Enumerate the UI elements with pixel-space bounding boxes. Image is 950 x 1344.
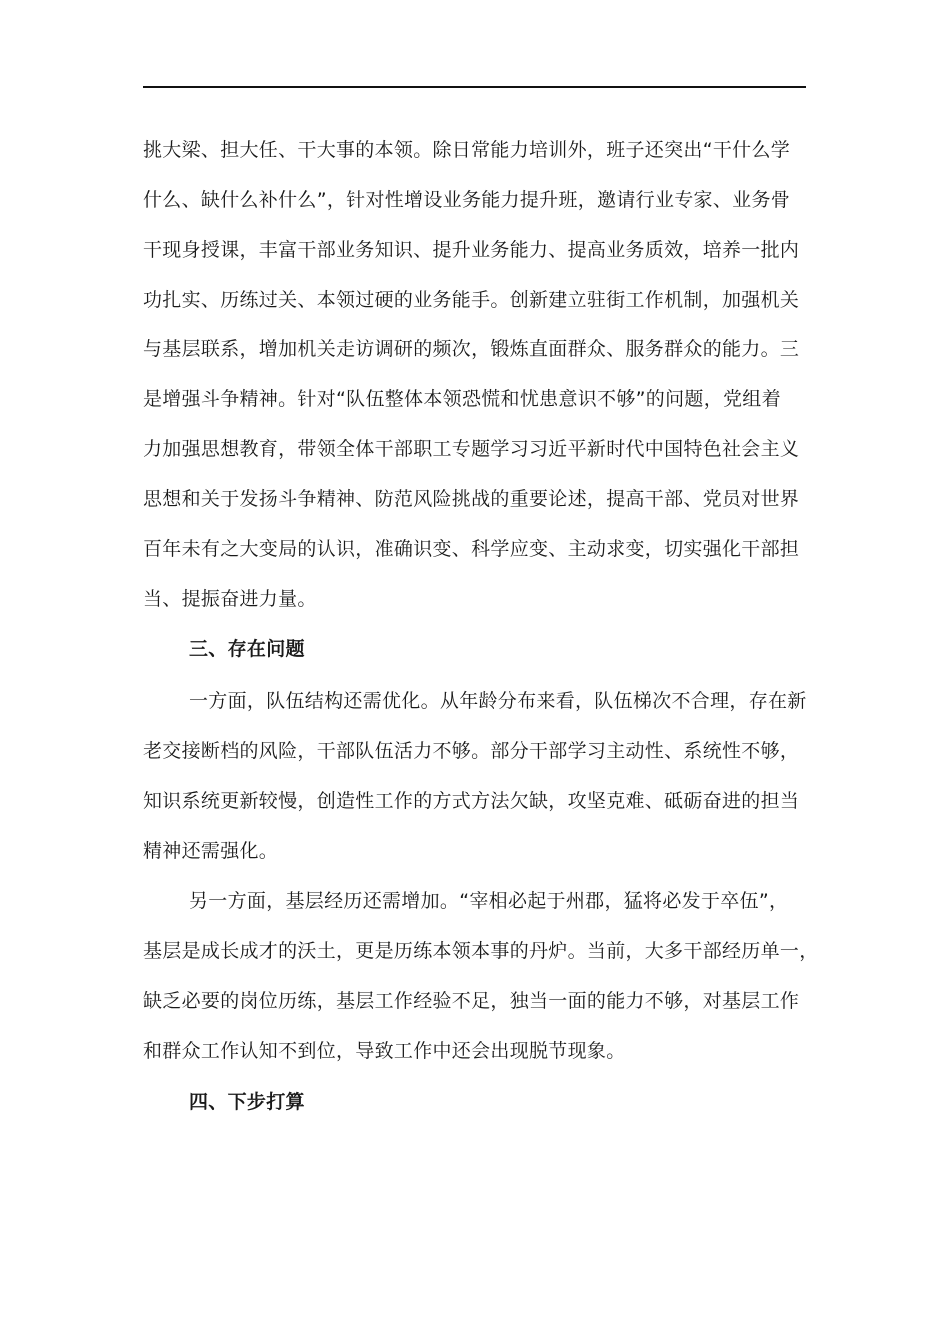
paragraph-line: 干现身授课，丰富干部业务知识、提升业务能力、提高业务质效，培养一批内 (143, 239, 800, 261)
paragraph-line: 是增强斗争精神。针对“队伍整体本领恐慌和忧患意识不够”的问题，党组着 (143, 388, 781, 410)
paragraph-line: 什么、缺什么补什么”，针对性增设业务能力提升班，邀请行业专家、业务骨 (143, 189, 791, 211)
paragraph-line: 老交接断档的风险，干部队伍活力不够。部分干部学习主动性、系统性不够， (143, 740, 800, 762)
paragraph-line: 挑大梁、担大任、干大事的本领。除日常能力培训外，班子还突出“干什么学 (143, 139, 791, 161)
paragraph-line: 和群众工作认知不到位，导致工作中还会出现脱节现象。 (143, 1040, 626, 1062)
paragraph-line: 与基层联系，增加机关走访调研的频次，锻炼直面群众、服务群众的能力。三 (143, 338, 800, 360)
paragraph-line: 缺乏必要的岗位历练，基层工作经验不足，独当一面的能力不够，对基层工作 (143, 990, 800, 1012)
paragraph-line: 力加强思想教育，带领全体干部职工专题学习习近平新时代中国特色社会主义 (143, 438, 800, 460)
paragraph-line: 知识系统更新较慢，创造性工作的方式方法欠缺，攻坚克难、砥砺奋进的担当 (143, 790, 800, 812)
paragraph-line: 当、提振奋进力量。 (143, 588, 317, 610)
paragraph-line: 精神还需强化。 (143, 840, 279, 862)
paragraph-line: 功扎实、历练过关、本领过硬的业务能手。创新建立驻街工作机制，加强机关 (143, 289, 800, 311)
section-heading: 三、存在问题 (189, 638, 305, 660)
header-rule (143, 86, 806, 88)
paragraph-line: 基层是成长成才的沃土，更是历练本领本事的丹炉。当前，大多干部经历单一， (143, 940, 819, 962)
paragraph-line: 一方面，队伍结构还需优化。从年龄分布来看，队伍梯次不合理，存在新 (189, 690, 807, 712)
section-heading: 四、下步打算 (189, 1091, 305, 1113)
paragraph-line: 百年未有之大变局的认识，准确识变、科学应变、主动求变，切实强化干部担 (143, 538, 800, 560)
paragraph-line: 另一方面，基层经历还需增加。“宰相必起于州郡，猛将必发于卒伍”， (189, 890, 789, 912)
paragraph-line: 思想和关于发扬斗争精神、防范风险挑战的重要论述，提高干部、党员对世界 (143, 488, 800, 510)
